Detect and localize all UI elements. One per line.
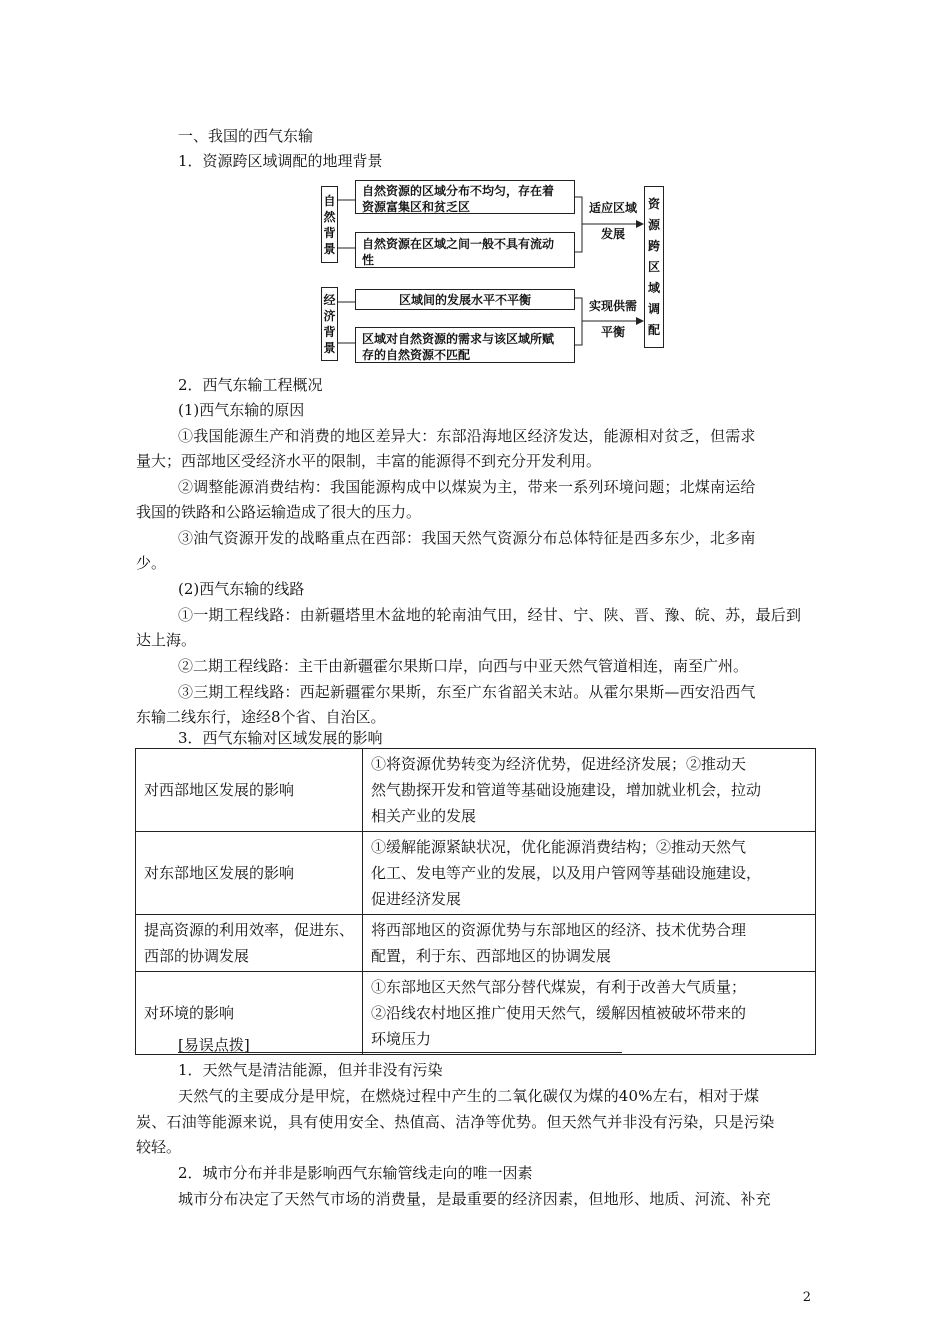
- table-cell-left: 提高资源的利用效率，促进东、 西部的协调发展: [136, 915, 363, 972]
- reason-3-line-2: 少。: [136, 554, 167, 572]
- tip-1-title: 1．天然气是清洁能源，但并非没有污染: [178, 1061, 443, 1079]
- table-cell-right: ①将资源优势转变为经济优势，促进经济发展；②推动天 然气勘探开发和管道等基础设施建设，增加就业机会，拉动 相关产业的发展: [363, 749, 816, 832]
- reason-1-line-2: 量大；西部地区受经济水平的限制，丰富的能源得不到充分开发利用。: [136, 452, 602, 470]
- table-row: [136, 915, 816, 972]
- tip-1-body-line-2: 炭、石油等能源来说，具有使用安全、热值高、洁净等优势。但天然气并非没有污染，只是污染: [136, 1113, 775, 1131]
- reason-1-line-1: ①我国能源生产和消费的地区差异大：东部沿海地区经济发达，能源相对贫乏，但需求: [178, 427, 756, 445]
- tips-rule: [178, 1052, 622, 1053]
- tip-2-body: 城市分布决定了天然气市场的消费量，是最重要的经济因素，但地形、地质、河流、补充: [178, 1190, 771, 1208]
- route-3-line-1: ③三期工程线路：西起新疆霍尔果斯，东至广东省韶关末站。从霍尔果斯—西安沿西气: [178, 683, 756, 701]
- table-cell-left: 对环境的影响: [136, 972, 363, 1055]
- table-cell-right: ①东部地区天然气部分替代煤炭，有利于改善大气质量； ②沿线农村地区推广使用天然气，缓解因植被破坏带来的 环境压力: [363, 972, 816, 1055]
- reason-2-line-1: ②调整能源消费结构：我国能源构成中以煤炭为主，带来一系列环境问题；北煤南运给: [178, 478, 756, 496]
- route-3-line-2: 东输二线东行，途经8个省、自治区。: [136, 708, 386, 726]
- table-row: [136, 832, 816, 915]
- table-cell-left: 对东部地区发展的影响: [136, 832, 363, 915]
- resource-allocation-label: 资 源 跨 区 域 调 配: [644, 186, 664, 348]
- subheading-background: 1．资源跨区域调配的地理背景: [178, 152, 383, 170]
- route-2: ②二期工程线路：主干由新疆霍尔果斯口岸，向西与中亚天然气管道相连，南至广州。: [178, 657, 749, 675]
- route-title: (2)西气东输的线路: [178, 580, 305, 598]
- table-cell-right: 将西部地区的资源优势与东部地区的经济、技术优势合理 配置，利于东、西部地区的协调发展: [363, 915, 816, 972]
- economic-background-label: 经 济 背 景: [321, 287, 338, 361]
- tip-1-body-line-1: 天然气的主要成分是甲烷，在燃烧过程中产生的二氧化碳仅为煤的40%左右，相对于煤: [178, 1087, 760, 1105]
- page-number: 2: [802, 1290, 811, 1305]
- subheading-impact: 3．西气东输对区域发展的影响: [178, 729, 383, 747]
- supply-demand-label: 实现供需 平衡: [588, 299, 637, 339]
- tip-2-title: 2．城市分布并非是影响西气东输管线走向的唯一因素: [178, 1164, 533, 1182]
- reason-3-line-1: ③油气资源开发的战略重点在西部：我国天然气资源分布总体特征是西多东少，北多南: [178, 529, 756, 547]
- economic-factor-box-2: 区域对自然资源的需求与该区域所赋 存的自然资源不匹配: [355, 327, 575, 363]
- reason-2-line-2: 我国的铁路和公路运输造成了很大的压力。: [136, 503, 422, 521]
- adapt-development-label: 适应区域 发展: [588, 201, 637, 241]
- impact-table: [135, 748, 816, 1055]
- economic-factor-box-1: 区域间的发展水平不平衡: [355, 289, 575, 310]
- natural-background-label: 自 然 背 景: [321, 186, 338, 263]
- natural-factor-box-2: 自然资源在区域之间一般不具有流动 性: [355, 232, 575, 268]
- tips-label: [易误点拨]: [178, 1036, 250, 1054]
- table-cell-right: ①缓解能源紧缺状况，优化能源消费结构；②推动天然气 化工、发电等产业的发展，以及用户管网等基础设施建设， 促进经济发展: [363, 832, 816, 915]
- subheading-project-overview: 2．西气东输工程概况: [178, 376, 323, 394]
- reason-title: (1)西气东输的原因: [178, 401, 305, 419]
- natural-factor-box-1: 自然资源的区域分布不均匀，存在着 资源富集区和贫乏区: [355, 180, 575, 214]
- table-cell-left: 对西部地区发展的影响: [136, 749, 363, 832]
- section-heading-1: 一、我国的西气东输: [178, 127, 314, 145]
- tip-1-body-line-3: 较轻。: [136, 1138, 182, 1156]
- route-1-line-2: 达上海。: [136, 631, 197, 649]
- table-row: [136, 749, 816, 832]
- route-1-line-1: ①一期工程线路：由新疆塔里木盆地的轮南油气田，经甘、宁、陕、晋、豫、皖、苏，最后到: [178, 606, 802, 624]
